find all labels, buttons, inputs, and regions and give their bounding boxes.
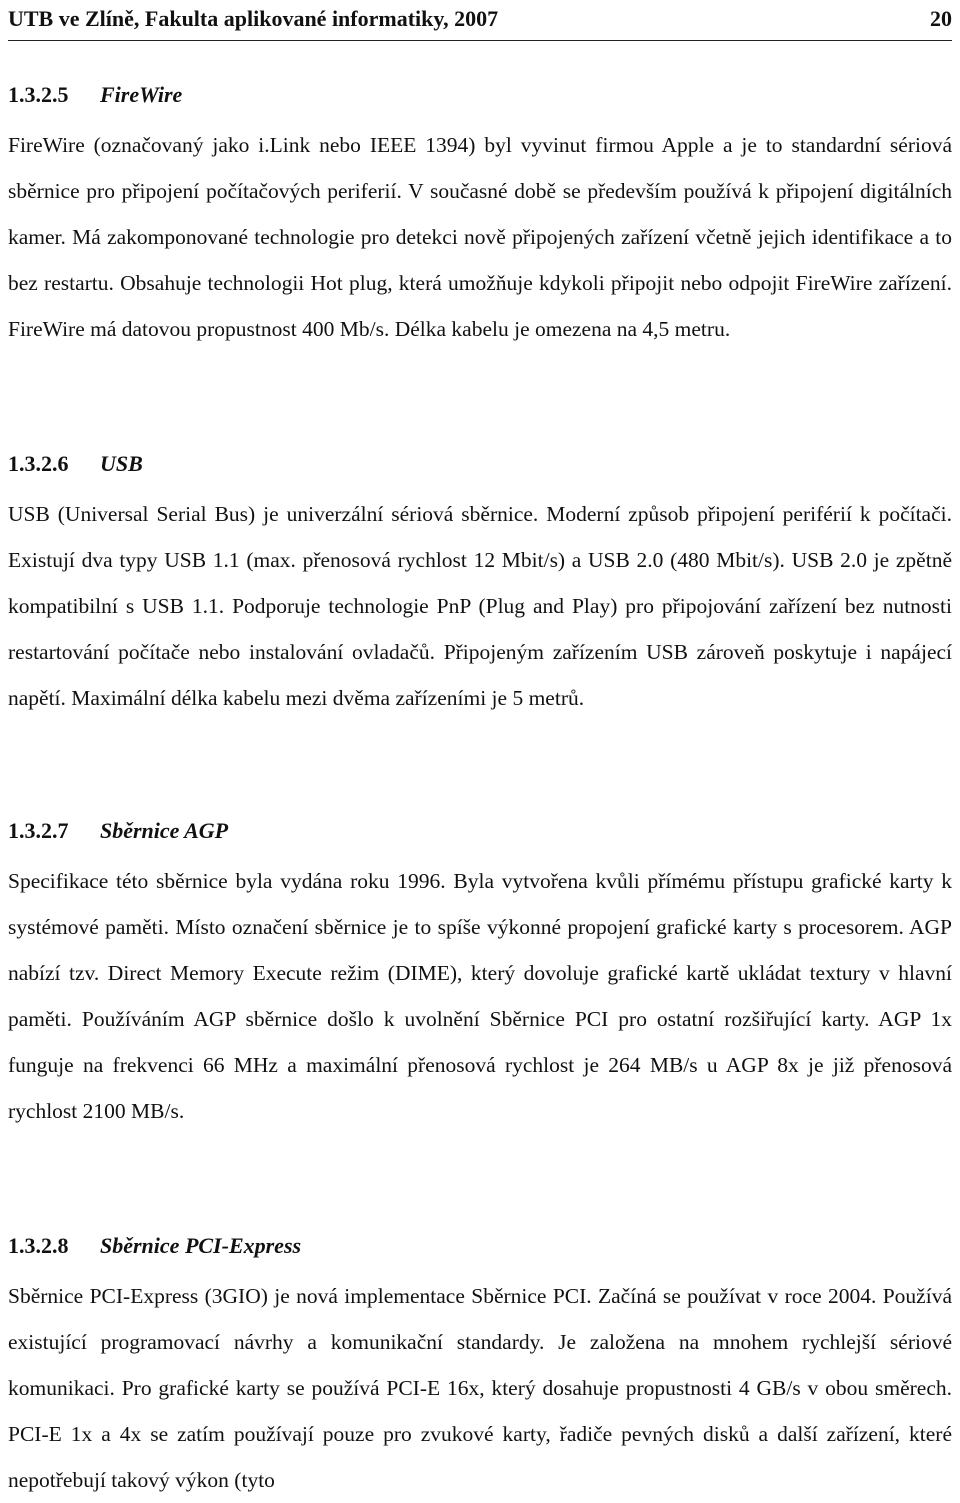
section-usb [8, 447, 952, 721]
section-number: 1.3.2.8 [8, 1233, 69, 1258]
header-title: UTB ve Zlíně, Fakulta aplikované informatiky, 2007 [8, 6, 499, 31]
page-header [8, 0, 952, 41]
section-paragraph: Specifikace této sběrnice byla vydána roku 1996. Byla vytvořena kvůli přímému přístupu grafické karty k systémové paměti. Místo označení sběrnice je to spíše výkonné propojení grafické karty s procesorem. AGP nabízí tzv. Direct Memory Execute režim (DIME), který dovoluje grafické kartě ukládat textury v hlavní paměti. Používáním AGP sběrnice došlo k uvolnění Sběrnice PCI pro ostatní rozšiřující karty. AGP 1x funguje na frekvenci 66 MHz a maximální přenosová rychlost je 264 MB/s u AGP 8x je již přenosová rychlost 2100 MB/s. [8, 869, 952, 1123]
section-number: 1.3.2.5 [8, 82, 69, 107]
section-paragraph: Sběrnice PCI-Express (3GIO) je nová implementace Sběrnice PCI. Začíná se používat v roce 2004. Používá existující programovací návrhy a komunikační standardy. Je založena na mnohem rychlejší sériové komunikaci. Pro grafické karty se používá PCI-E 16x, který dosahuje propustnosti 4 GB/s v obou směrech. PCI-E 1x a 4x se zatím používají pouze pro zvukové karty, řadiče pevných disků a další zařízení, které nepotřebují takový výkon (tyto [8, 1284, 952, 1492]
section-title: Sběrnice PCI-Express [100, 1233, 302, 1258]
section-heading [8, 78, 952, 112]
section-title: FireWire [100, 82, 183, 107]
section-heading [8, 814, 952, 848]
section-title: USB [100, 451, 143, 476]
section-paragraph: FireWire (označovaný jako i.Link nebo IEEE 1394) byl vyvinut firmou Apple a je to standardní sériová sběrnice pro připojení počítačových periferií. V současné době se především používá k připojení digitálních kamer. Má zakomponované technologie pro detekci nově připojených zařízení včetně jejich identifikace a to bez restartu. Obsahuje technologii Hot plug, která umožňuje kdykoli připojit nebo odpojit FireWire zařízení. FireWire má datovou propustnost 400 Mb/s. Délka kabelu je omezena na 4,5 metru. [8, 133, 952, 341]
section-paragraph: USB (Universal Serial Bus) je univerzální sériová sběrnice. Moderní způsob připojení periférií k počítači. Existují dva typy USB 1.1 (max. přenosová rychlost 12 Mbit/s) a USB 2.0 (480 Mbit/s). USB 2.0 je zpětně kompatibilní s USB 1.1. Podporuje technologie PnP (Plug and Play) pro připojování zařízení bez nutnosti restartování počítače nebo instalování ovladačů. Připojeným zařízením USB zároveň poskytuje i napájecí napětí. Maximální délka kabelu mezi dvěma zařízeními je 5 metrů. [8, 502, 952, 710]
section-firewire [8, 78, 952, 352]
section-agp [8, 814, 952, 1134]
section-heading [8, 1229, 952, 1263]
page-number: 20 [930, 6, 952, 31]
section-heading [8, 447, 952, 481]
document-page [8, 0, 952, 1492]
section-number: 1.3.2.7 [8, 818, 69, 843]
section-title: Sběrnice AGP [100, 818, 229, 843]
section-number: 1.3.2.6 [8, 451, 69, 476]
section-pci-express [8, 1229, 952, 1503]
